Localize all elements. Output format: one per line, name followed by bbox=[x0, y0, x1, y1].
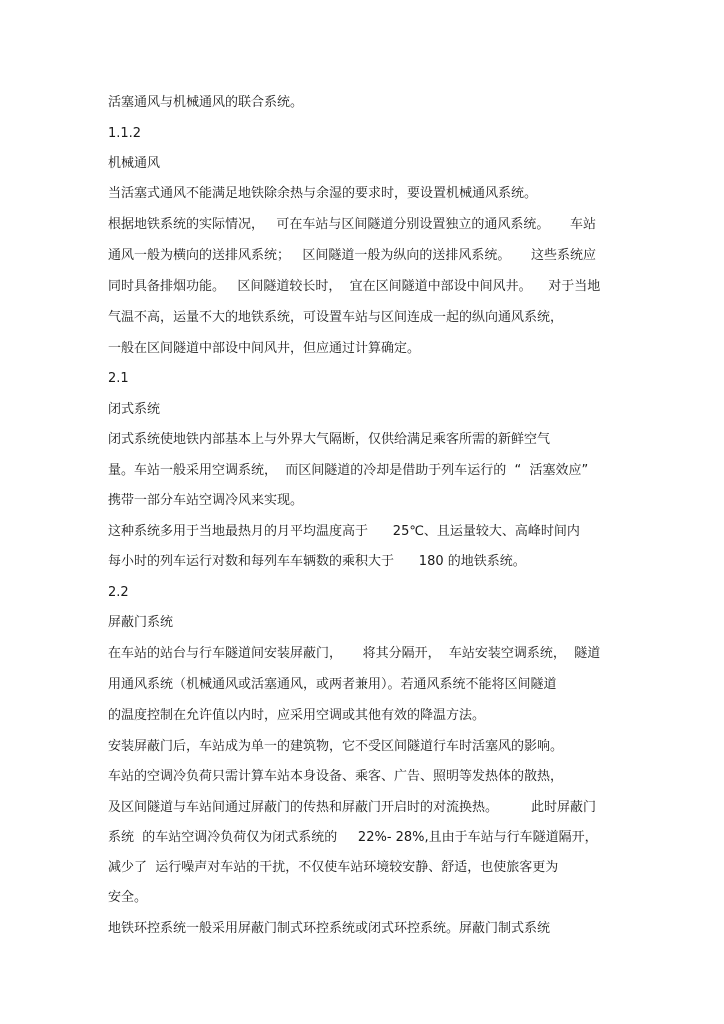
section-number: 2.1 bbox=[108, 371, 129, 386]
section-number: 2.2 bbox=[108, 585, 129, 600]
text-line: 携带一部分车站空调冷风来实现。 bbox=[108, 493, 304, 508]
text-line: 安装屏蔽门后，车站成为单一的建筑物，它不受区间隧道行车时活塞风的影响。 bbox=[108, 739, 564, 754]
text-line: 当活塞式通风不能满足地铁除余热与余湿的要求时，要设置机械通风系统。 bbox=[108, 186, 538, 201]
section-heading: 闭式系统 bbox=[108, 402, 161, 417]
section-number: 1.1.2 bbox=[108, 126, 142, 141]
text-line: 这种系统多用于当地最热月的月平均温度高于 25℃、且运量较大、高峰时间内 bbox=[108, 524, 580, 539]
text-line: 车站的空调冷负荷只需计算车站本身设备、乘客、广告、照明等发热体的散热， bbox=[108, 769, 564, 784]
text-line: 每小时的列车运行对数和每列车车辆数的乘积大于 180 的地铁系统。 bbox=[108, 554, 526, 569]
text-line: 通风一般为横向的送排风系统； 区间隧道一般为纵向的送排风系统。 这些系统应 bbox=[108, 248, 597, 263]
text-line: 系统 的车站空调冷负荷仅为闭式系统的 22%- 28%,且由于车站与行车隧道隔开， bbox=[108, 830, 598, 845]
text-line: 在车站的站台与行车隧道间安装屏蔽门， 将其分隔开， 车站安装空调系统， 隧道 bbox=[108, 646, 601, 661]
text-line: 安全。 bbox=[108, 890, 148, 905]
text-line: 活塞通风与机械通风的联合系统。 bbox=[108, 95, 304, 110]
text-line: 用通风系统（机械通风或活塞通风，或两者兼用）。若通风系统不能将区间隧道 bbox=[108, 677, 557, 692]
text-line: 闭式系统使地铁内部基本上与外界大气隔断，仅供给满足乘客所需的新鲜空气 bbox=[108, 432, 551, 447]
text-line: 及区间隧道与车站间通过屏蔽门的传热和屏蔽门开启时的对流换热。 此时屏蔽门 bbox=[108, 800, 597, 815]
section-heading: 机械通风 bbox=[108, 156, 161, 171]
text-line: 根据地铁系统的实际情况， 可在车站与区间隧道分别设置独立的通风系统。 车站 bbox=[108, 217, 597, 232]
text-line: 的温度控制在允许值以内时，应采用空调或其他有效的降温方法。 bbox=[108, 708, 486, 723]
text-line: 气温不高，运量不大的地铁系统，可设置车站与区间连成一起的纵向通风系统， bbox=[108, 310, 564, 325]
text-line: 地铁环控系统一般采用屏蔽门制式环控系统或闭式环控系统。屏蔽门制式系统 bbox=[108, 921, 551, 936]
text-line: 同时具备排烟功能。 区间隧道较长时， 宜在区间隧道中部设中间风井。 对于当地 bbox=[108, 279, 601, 294]
text-line: 一般在区间隧道中部设中间风井，但应通过计算确定。 bbox=[108, 341, 421, 356]
text-line: 减少了 运行噪声对车站的干扰，不仅使车站环境较安静、舒适，也使旅客更为 bbox=[108, 860, 559, 875]
text-line: 量。车站一般采用空调系统， 而区间隧道的冷却是借助于列车运行的 “ 活塞效应” bbox=[108, 463, 589, 478]
section-heading: 屏蔽门系统 bbox=[108, 615, 174, 630]
